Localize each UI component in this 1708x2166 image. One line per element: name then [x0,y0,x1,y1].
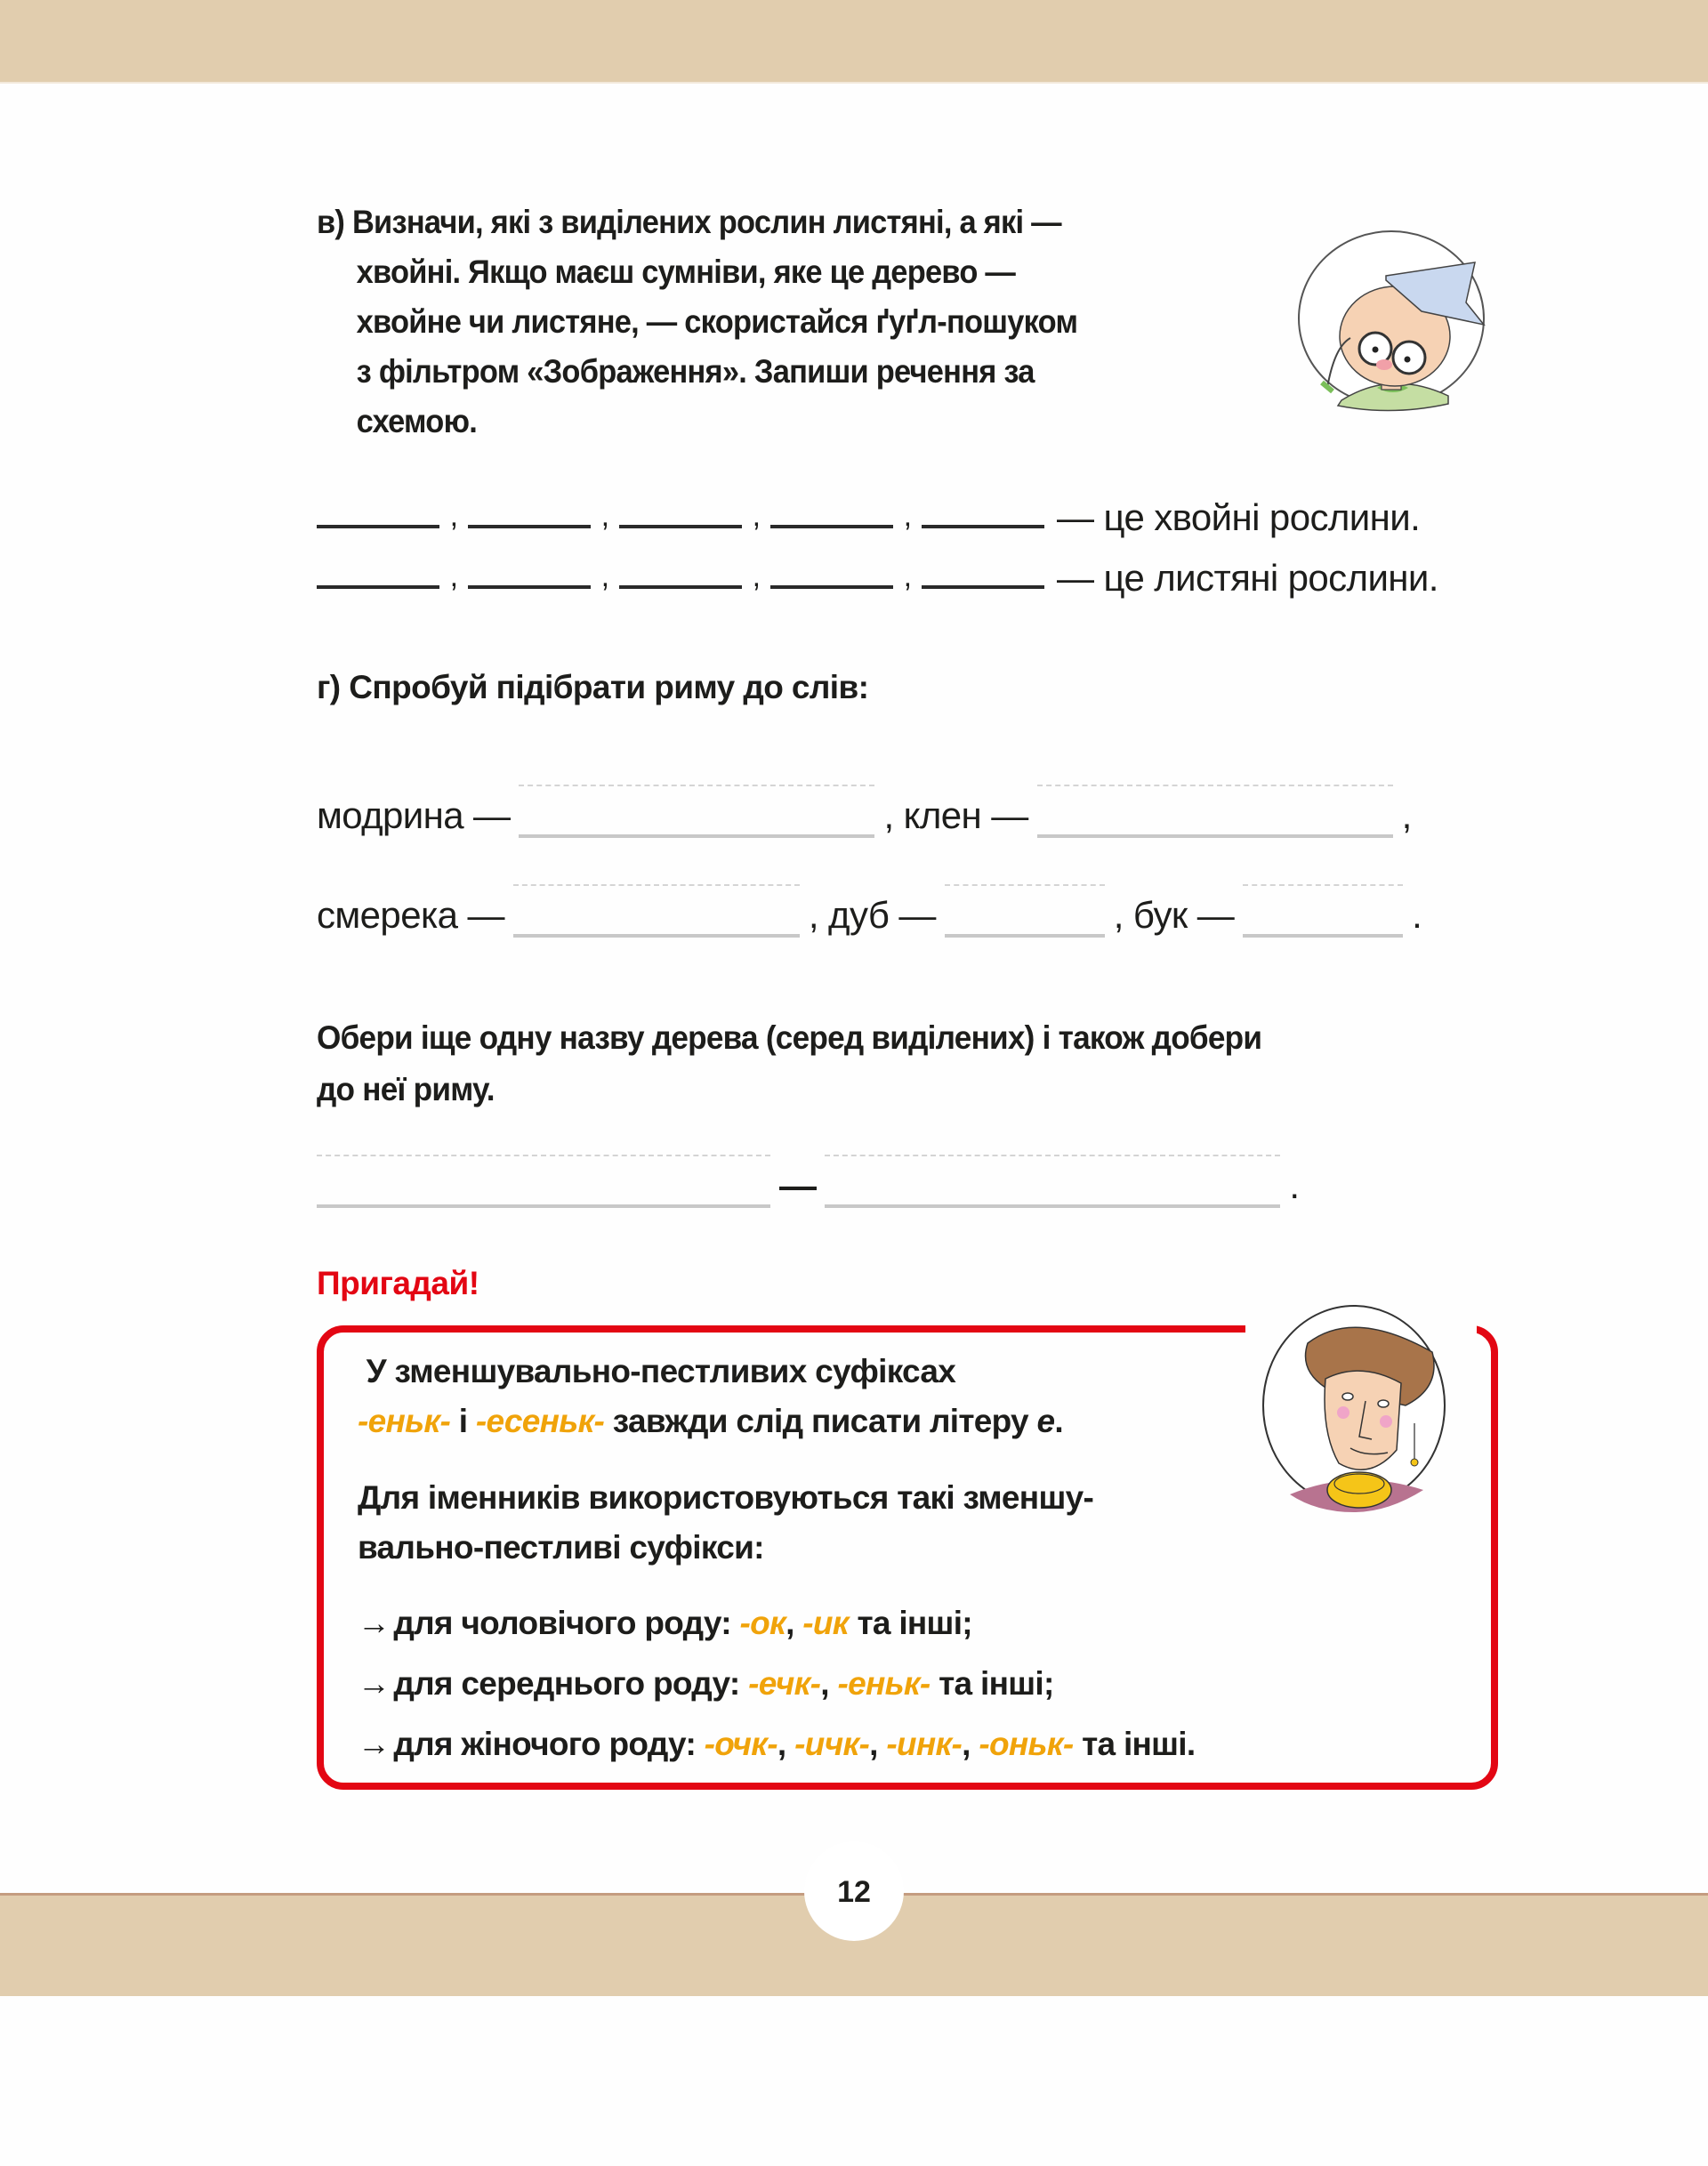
task-v-line: хвойні. Якщо маєш сумніви, яке це дерево — [356,254,1016,290]
blank-line[interactable] [468,525,591,528]
rule-item-neuter: → для середнього роду: -ечк-, -еньк- та інші; [358,1659,1054,1709]
suffix-highlight: -есеньк- [475,1403,605,1439]
blank-line[interactable] [619,525,742,528]
task-g-instructions: г) Спробуй підібрати риму до слів: [317,669,869,705]
task-v-label: в) [317,204,345,240]
rule-nouns-line1: Для іменників використовуються такі зменшу- [358,1479,1094,1516]
extra-rhyme-row: — . [317,1155,1299,1208]
blank-line[interactable] [770,585,893,589]
blank-line[interactable] [922,585,1044,589]
rhyme-input-klen[interactable] [1037,785,1393,838]
task-v-instructions: в) Визначи, які з виділених рослин листяні, а які — хвойні. Якщо маєш сумніви, яке це дерево — хвойне чи листяне, — скористайся ґуґл-пошуком з фільтром «Зображення». Запиши речення за схемою. [317,197,1194,447]
scheme-row-deciduous: , , , , — це листяні рослини. [317,550,1438,600]
rule-intro-line2: -еньк- і -есеньк- завжди слід писати літеру е. [358,1403,1063,1439]
rhyme-row-2: смерека — , дуб — , бук — . [317,884,1422,938]
scheme-row-coniferous: , , , , — це хвойні рослини. [317,489,1420,539]
rule-item-feminine: → для жіночого роду: -очк-, -ичк-, -инк-, -оньк- та інші. [358,1719,1195,1769]
rule-intro-line1: У зменшувально-пестливих суфіксах [366,1353,956,1389]
rhyme-input-dub[interactable] [945,884,1105,938]
rule-item-masculine: → для чоловічого роду: -ок, -ик та інші; [358,1598,972,1648]
rhyme-row-1: модрина — , клен — , [317,785,1412,838]
arrow-icon: → [358,1726,391,1762]
rhyme-input-smereka[interactable] [513,884,800,938]
page-number: 12 [837,1875,871,1909]
scheme-tail-deciduous: — це листяні рослини. [1057,557,1438,599]
task-v-line: хвойне чи листяне, — скористайся ґуґл-пошуком [356,303,1078,340]
top-decorative-band [0,0,1708,84]
blank-line[interactable] [468,585,591,589]
rule-nouns-line2: вально-пестливі суфікси: [358,1529,764,1566]
extra-task-instructions: Обери іще одну назву дерева (серед виділених) і також добери до неї риму. [317,1019,1262,1107]
arrow-icon: → [358,1605,391,1641]
scheme-tail-coniferous: — це хвойні рослини. [1057,496,1421,538]
arrow-icon: → [358,1665,391,1702]
blank-line[interactable] [770,525,893,528]
remember-title: Пригадай! [317,1265,479,1301]
boy-in-paper-hat-illustration [1288,213,1491,415]
suffix-highlight: -еньк- [358,1403,451,1439]
woman-with-necklace-illustration [1254,1290,1459,1512]
task-v-line: з фільтром «Зображення». Запиши речення за [356,353,1035,390]
task-g-label: г) [317,669,341,705]
rhyme-input-buk[interactable] [1243,884,1403,938]
blank-line[interactable] [922,525,1044,528]
extra-rhyme-input[interactable] [825,1155,1280,1208]
blank-line[interactable] [619,585,742,589]
blank-line[interactable] [317,525,439,528]
rhyme-input-modryna[interactable] [519,785,874,838]
blank-line[interactable] [317,585,439,589]
extra-tree-input[interactable] [317,1155,770,1208]
task-v-line: схемою. [356,403,478,439]
